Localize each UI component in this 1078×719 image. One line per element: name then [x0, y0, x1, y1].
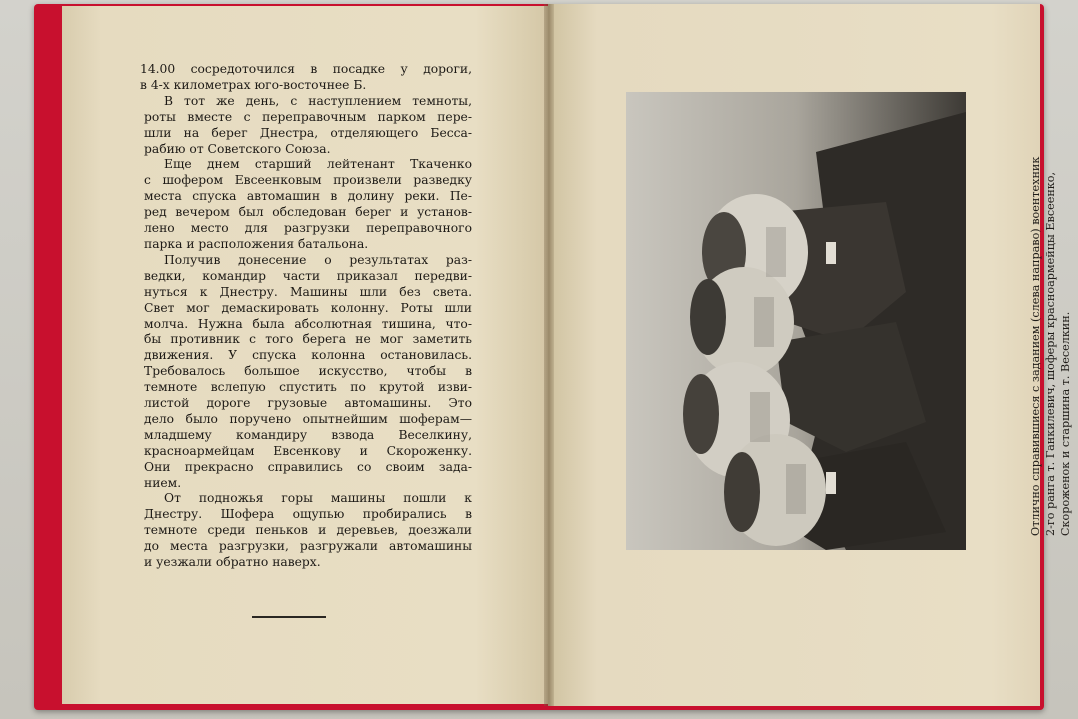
text-line: темноте среди пеньков и деревьев, доезжали [144, 523, 472, 538]
caption-line: Отлично справившиеся с заданием (слева направо) воентехник [1029, 156, 1042, 536]
text-line: Они прекрасно справились со своим зада- [144, 459, 472, 474]
left-page-text [124, 62, 472, 571]
paragraph-2 [124, 94, 472, 158]
paragraph-4 [124, 253, 472, 492]
paragraph-1 [124, 62, 472, 94]
photo-caption [1028, 96, 1073, 536]
text-line: Требовалось большое искусство, чтобы в [144, 364, 472, 379]
text-line: красноармейцам Евсенкову и Скороженку. [144, 443, 472, 458]
text-line: движения. У спуска колонна остановилась. [144, 348, 472, 363]
section-divider [252, 616, 326, 618]
paragraph-3 [124, 157, 472, 252]
text-line: в 4-х километрах юго-восточнее Б. [140, 77, 367, 92]
group-photo [626, 92, 966, 550]
text-line: до места разгрузки, разгружали автомашины [144, 539, 472, 554]
text-line: нуться к Днестру. Машины шли без света. [144, 284, 472, 299]
text-line: дело было поручено опытнейшим шоферам— [144, 411, 472, 426]
text-line: роты вместе с переправочным парком пере- [144, 109, 472, 124]
text-line: нием. [144, 475, 182, 490]
paragraph-5 [124, 491, 472, 571]
text-line: листой дороге грузовые автомашины. Это [144, 396, 472, 411]
text-line: лено место для разгрузки переправочного [144, 221, 472, 236]
text-line: От подножья горы машины пошли к [164, 491, 472, 506]
text-line: рабию от Советского Союза. [144, 141, 331, 156]
caption-line: Скороженок и старшина т. Веселкин. [1059, 311, 1072, 536]
text-line: 14.00 сосредоточился в посадке у дороги, [140, 62, 472, 76]
text-line: темноте вслепую спустить по крутой изви- [144, 380, 472, 395]
text-line: с шофером Евсеенковым произвели разведку [144, 173, 472, 188]
text-line: В тот же день, с наступлением темноты, [164, 93, 472, 108]
text-line: младшему командиру взвода Веселкину, [144, 427, 472, 442]
text-line: места спуска автомашин в долину реки. Пе- [144, 189, 472, 204]
text-line: шли на берег Днестра, отделяющего Бесса- [144, 125, 472, 140]
text-line: Свет мог демаскировать колонну. Роты шли [144, 300, 472, 315]
text-line: парка и расположения батальона. [144, 236, 369, 251]
text-line: ред вечером был обследован берег и установ- [144, 205, 472, 220]
text-line: ведки, командир части приказал передви- [144, 268, 472, 283]
text-line: Получив донесение о результатах раз- [164, 252, 472, 267]
text-line: и уезжали обратно наверх. [144, 555, 321, 570]
text-line: Днестру. Шофера ощупью пробирались в [144, 507, 472, 522]
text-line: бы противник с того берега не мог заметить [144, 332, 472, 347]
text-line: Еще днем старший лейтенант Ткаченко [164, 157, 472, 172]
text-line: молча. Нужна была абсолютная тишина, что- [144, 316, 472, 331]
book-gutter [544, 4, 554, 706]
caption-line: 2-го ранга т. Ганкилевич, шоферы красноармейцы Евсеенко, [1044, 171, 1057, 536]
